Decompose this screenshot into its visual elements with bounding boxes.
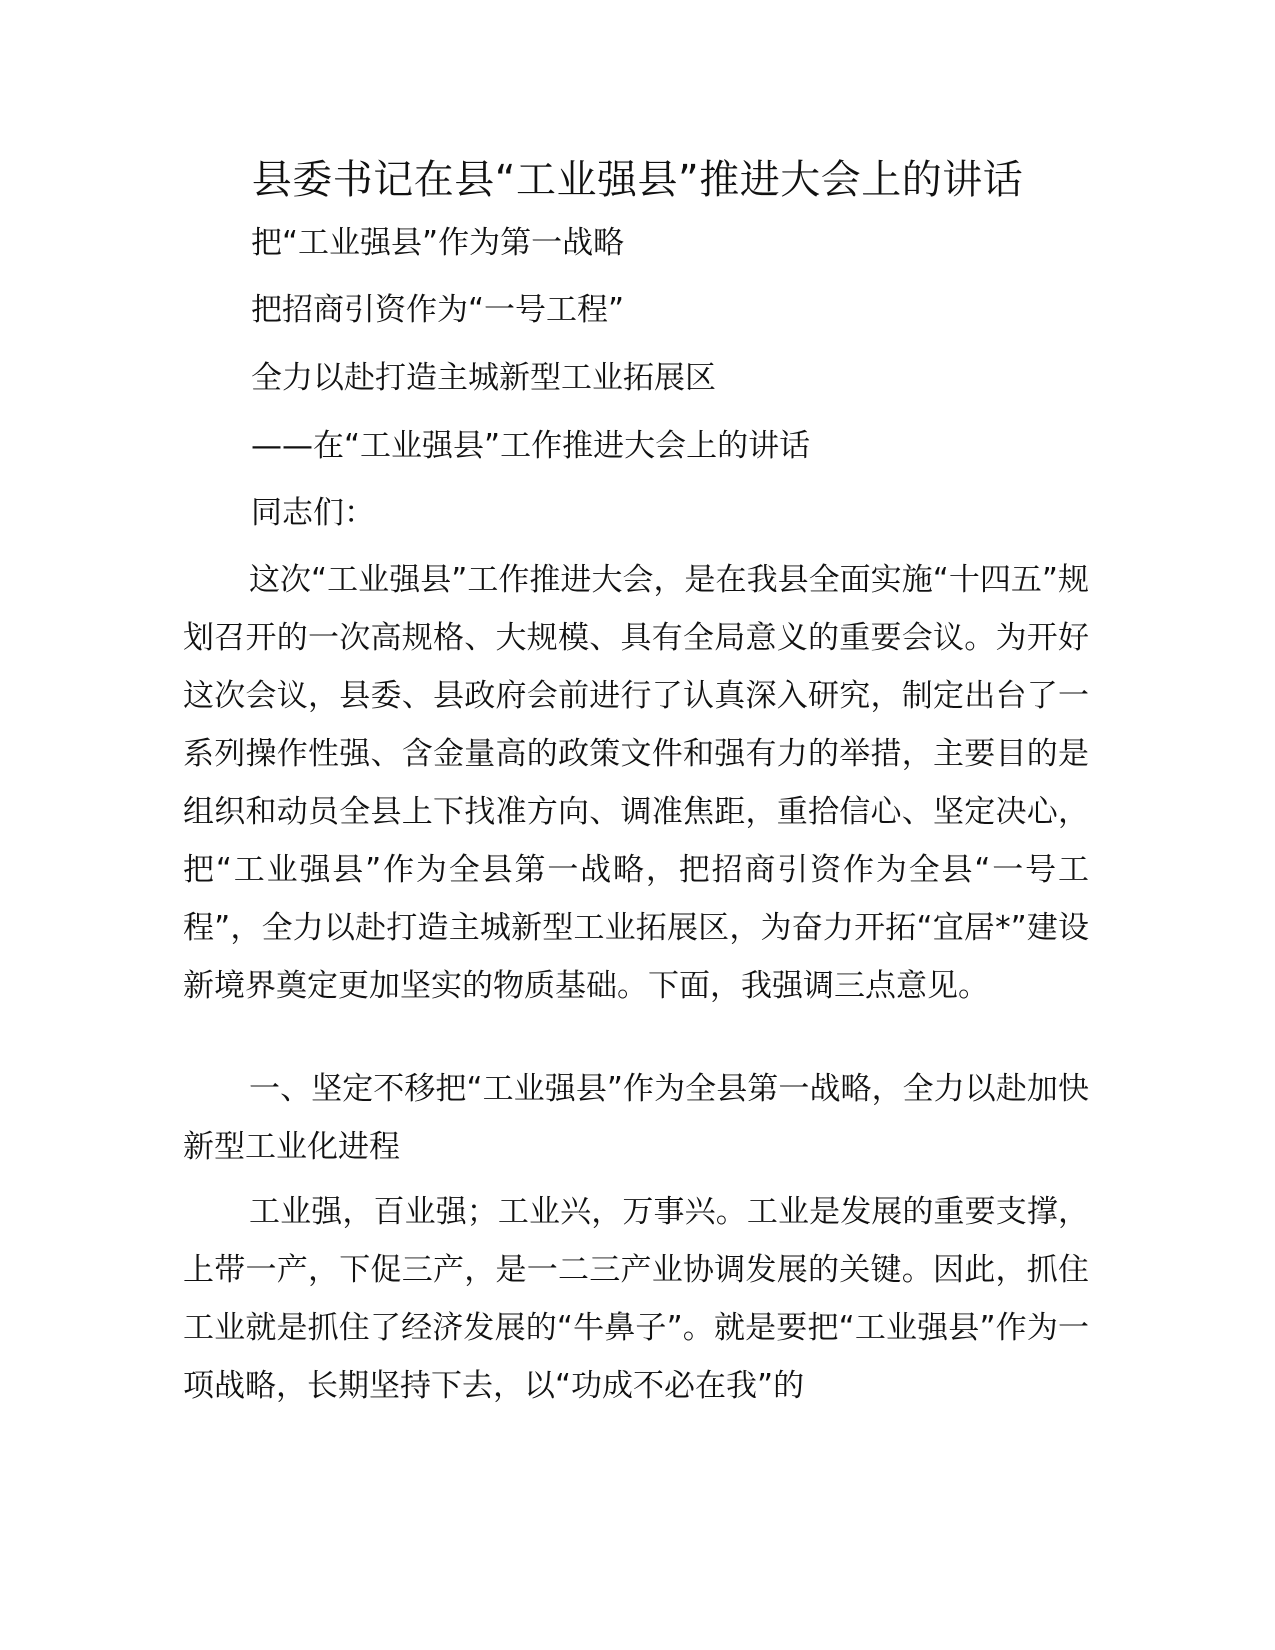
subtitle-line-3: 全力以赴打造主城新型工业拓展区 — [251, 360, 716, 396]
salutation: 同志们： — [251, 495, 375, 531]
section-heading-1: 一、坚定不移把“工业强县”作为全县第一战略，全力以赴加快新型工业化进程 — [183, 1071, 1089, 1165]
subtitle-line-4: ——在“工业强县”工作推进大会上的讲话 — [251, 428, 811, 464]
document-title: 县委书记在县“工业强县”推进大会上的讲话 — [251, 157, 1024, 203]
body-paragraph-1: 这次“工业强县”工作推进大会，是在我县全面实施“十四五”规划召开的一次高规格、大规模、具有全局意义的重要会议。为开好这次会议，县委、县政府会前进行了认真深入研究，制定出台了一系列操作性强、含金量高的政策文件和强有力的举措，主要目的是组织和动员全县上下找准方向、调准焦距，重拾信心、坚定决心，把“工业强县”作为全县第一战略，把招商引资作为全县“一号工程”，全力以赴打造主城新型工业拓展区，为奋力开拓“宜居*”建设新境界奠定更加坚实的物质基础。下面，我强调三点意见。 — [183, 562, 1089, 1004]
body-paragraph-2: 工业强，百业强；工业兴，万事兴。工业是发展的重要支撑，上带一产，下促三产，是一二三产业协调发展的关键。因此，抓住工业就是抓住了经济发展的“牛鼻子”。就是要把“工业强县”作为一项战略，长期坚持下去，以“功成不必在我”的 — [183, 1194, 1089, 1404]
subtitle-line-1: 把“工业强县”作为第一战略 — [251, 225, 625, 261]
subtitle-line-2: 把招商引资作为“一号工程” — [251, 292, 625, 328]
